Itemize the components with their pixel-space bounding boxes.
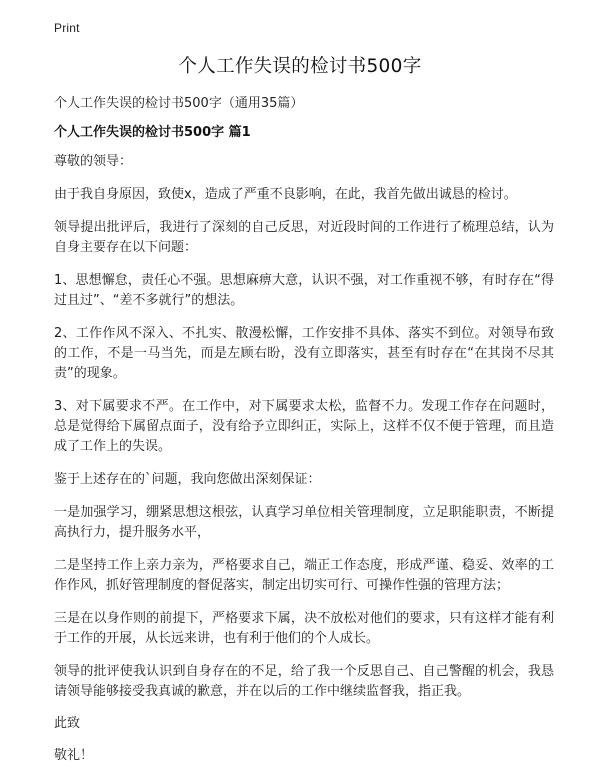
closing-ci-zhi: 此致 (54, 716, 81, 731)
paragraph-intro: 由于我自身原因，致使x，造成了严重不良影响，在此，我首先做出诚恳的检讨。 (54, 187, 517, 202)
closing-jing-li: 敬礼！ (54, 748, 94, 763)
document-subtitle: 个人工作失误的检讨书500字（通用35篇） (54, 96, 304, 111)
print-label: Print (54, 21, 80, 35)
paragraph-guarantee-intro: 鉴于上述存在的`问题，我向您做出深刻保证： (54, 472, 321, 487)
paragraph-guarantee-1: 一是加强学习，绷紧思想这根弦，认真学习单位相关管理制度，立足职能职责，不断提高执行力，提升服务水平， (54, 505, 554, 540)
document-title: 个人工作失误的检讨书500字 (178, 56, 422, 77)
paragraph-conclusion: 领导的批评使我认识到自身存在的不足，给了我一个反思自己、自己警醒的机会，我恳请领导能够接受我真诚的歉意，并在以后的工作中继续监督我，指正我。 (54, 664, 554, 699)
paragraph-issue-3: 3、对下属要求不严。在工作中，对下属要求太松，监督不力。发现工作存在问题时，总是觉得给下属留点面子，没有给予立即纠正，实际上，这样不仅不便于管理，而且造成了工作上的失误。 (54, 399, 554, 454)
salutation: 尊敬的领导： (54, 154, 133, 169)
paragraph-reflection: 领导提出批评后，我进行了深刻的自己反思，对近段时间的工作进行了梳理总结，认为自身主要存在以下问题： (54, 220, 554, 255)
paragraph-issue-1: 1、思想懈怠，责任心不强。思想麻痹大意，认识不强，对工作重视不够，有时存在“得过且过”、“差不多就行”的想法。 (54, 273, 554, 308)
section-heading: 个人工作失误的检讨书500字 篇1 (54, 125, 251, 140)
paragraph-guarantee-3: 三是在以身作则的前提下，严格要求下属，决不放松对他们的要求，只有这样才能有利于工作的开展，从长远来讲，也有利于他们的个人成长。 (54, 611, 554, 646)
paragraph-issue-2: 2、工作作风不深入、不扎实、散漫松懈，工作安排不具体、落实不到位。对领导布致的工作，不是一马当先，而是左顾右盼，没有立即落实，甚至有时存在“在其岗不尽其责”的现象。 (54, 326, 554, 381)
paragraph-guarantee-2: 二是坚持工作上亲力亲为，严格要求自己，端正工作态度，形成严谨、稳妥、效率的工作作风，抓好管理制度的督促落实，制定出切实可行、可操作性强的管理方法； (54, 558, 554, 593)
document-body (54, 95, 554, 778)
